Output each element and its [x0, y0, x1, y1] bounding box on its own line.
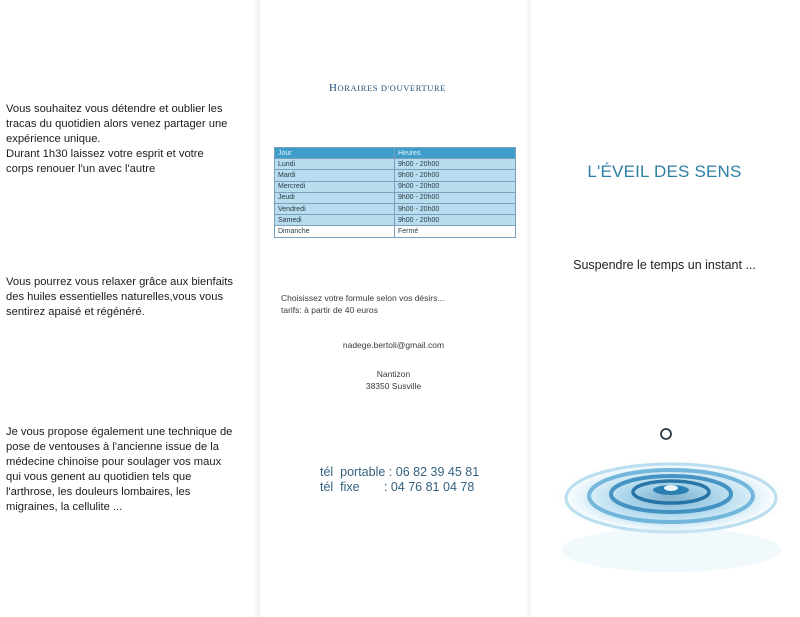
address-city: 38350 Susville: [365, 381, 422, 391]
ventouses-line: Je vous propose également une technique de: [6, 426, 233, 438]
hours-table: [274, 147, 516, 238]
relax-line: des huiles essentielles naturelles,vous vous: [6, 291, 224, 303]
intro-line: Durant 1h30 laissez votre esprit et votre: [6, 148, 204, 160]
right-panel: [529, 0, 800, 617]
formule-line: Choisissez votre formule selon vos désirs...: [281, 293, 445, 303]
phone-mobile[interactable]: tél portable : 06 82 39 45 81: [320, 465, 480, 479]
phone-landline[interactable]: tél fixe : 04 76 81 04 78: [320, 480, 475, 494]
hours-cell: 9h00 - 20h00: [395, 181, 516, 192]
relax-line: sentirez apaisé et régénéré.: [6, 306, 145, 318]
hours-title-initial: H: [329, 82, 338, 94]
day-cell: Samedi: [275, 215, 395, 226]
water-drop-ripple-icon: [529, 390, 800, 617]
day-cell: Mardi: [275, 170, 395, 181]
table-row: [275, 215, 516, 226]
tagline: Suspendre le temps un instant ...: [573, 258, 756, 272]
hours-cell: 9h00 - 20h00: [395, 192, 516, 203]
table-row: [275, 226, 516, 237]
ventouses-line: pose de ventouses à l'ancienne issue de la: [6, 441, 219, 453]
hours-title: [329, 82, 446, 94]
ventouses-line: médecine chinoise pour soulager vos maux: [6, 456, 222, 468]
intro-line: corps renouer l'un avec l'autre: [6, 163, 156, 175]
day-cell: Jeudi: [275, 192, 395, 203]
middle-panel: [258, 0, 529, 617]
relax-line: Vous pourrez vous relaxer grâce aux bienfaits: [6, 276, 233, 288]
postal-address: [258, 368, 529, 392]
email-address[interactable]: nadege.bertoli@gmail.com: [342, 340, 445, 350]
table-row: [275, 192, 516, 203]
ventouses-line: qui vous genent au quotidien tels que: [6, 471, 192, 483]
day-cell: Mercredi: [275, 181, 395, 192]
hours-title-part: OUVERTURE: [389, 83, 447, 93]
hours-cell: 9h00 - 20h00: [395, 215, 516, 226]
table-row: [275, 159, 516, 170]
brand-title: L'ÉVEIL DES SENS: [587, 162, 742, 181]
ventouses-paragraph: [6, 425, 250, 515]
ventouses-line: migraines, la cellulite ...: [6, 501, 123, 513]
day-cell: Vendredi: [275, 203, 395, 214]
intro-line: tracas du quotidien alors venez partager une: [6, 118, 228, 130]
ventouses-line: l'arthrose, les douleurs lombaires, les: [6, 486, 191, 498]
table-row: [275, 203, 516, 214]
intro-paragraph: [6, 102, 250, 177]
left-panel: [0, 0, 258, 617]
table-header-row: [275, 148, 516, 159]
hours-cell: 9h00 - 20h00: [395, 203, 516, 214]
header-day: Jour: [275, 148, 395, 159]
day-cell: Dimanche: [275, 226, 395, 237]
tarifs-line: tarifs: à partir de 40 euros: [281, 305, 378, 315]
intro-line: Vous souhaitez vous détendre et oublier les: [6, 103, 223, 115]
formule-text: [281, 292, 444, 316]
address-locality: Nantizon: [376, 369, 411, 379]
hours-cell: 9h00 - 20h00: [395, 170, 516, 181]
hours-cell: Fermé: [395, 226, 516, 237]
header-hours: Heures: [395, 148, 516, 159]
day-cell: Lundi: [275, 159, 395, 170]
hours-title-part: ORAIRES D': [337, 83, 390, 93]
table-row: [275, 170, 516, 181]
table-row: [275, 181, 516, 192]
relax-paragraph: [6, 275, 250, 320]
hours-cell: 9h00 - 20h00: [395, 159, 516, 170]
intro-line: expérience unique.: [6, 133, 101, 145]
